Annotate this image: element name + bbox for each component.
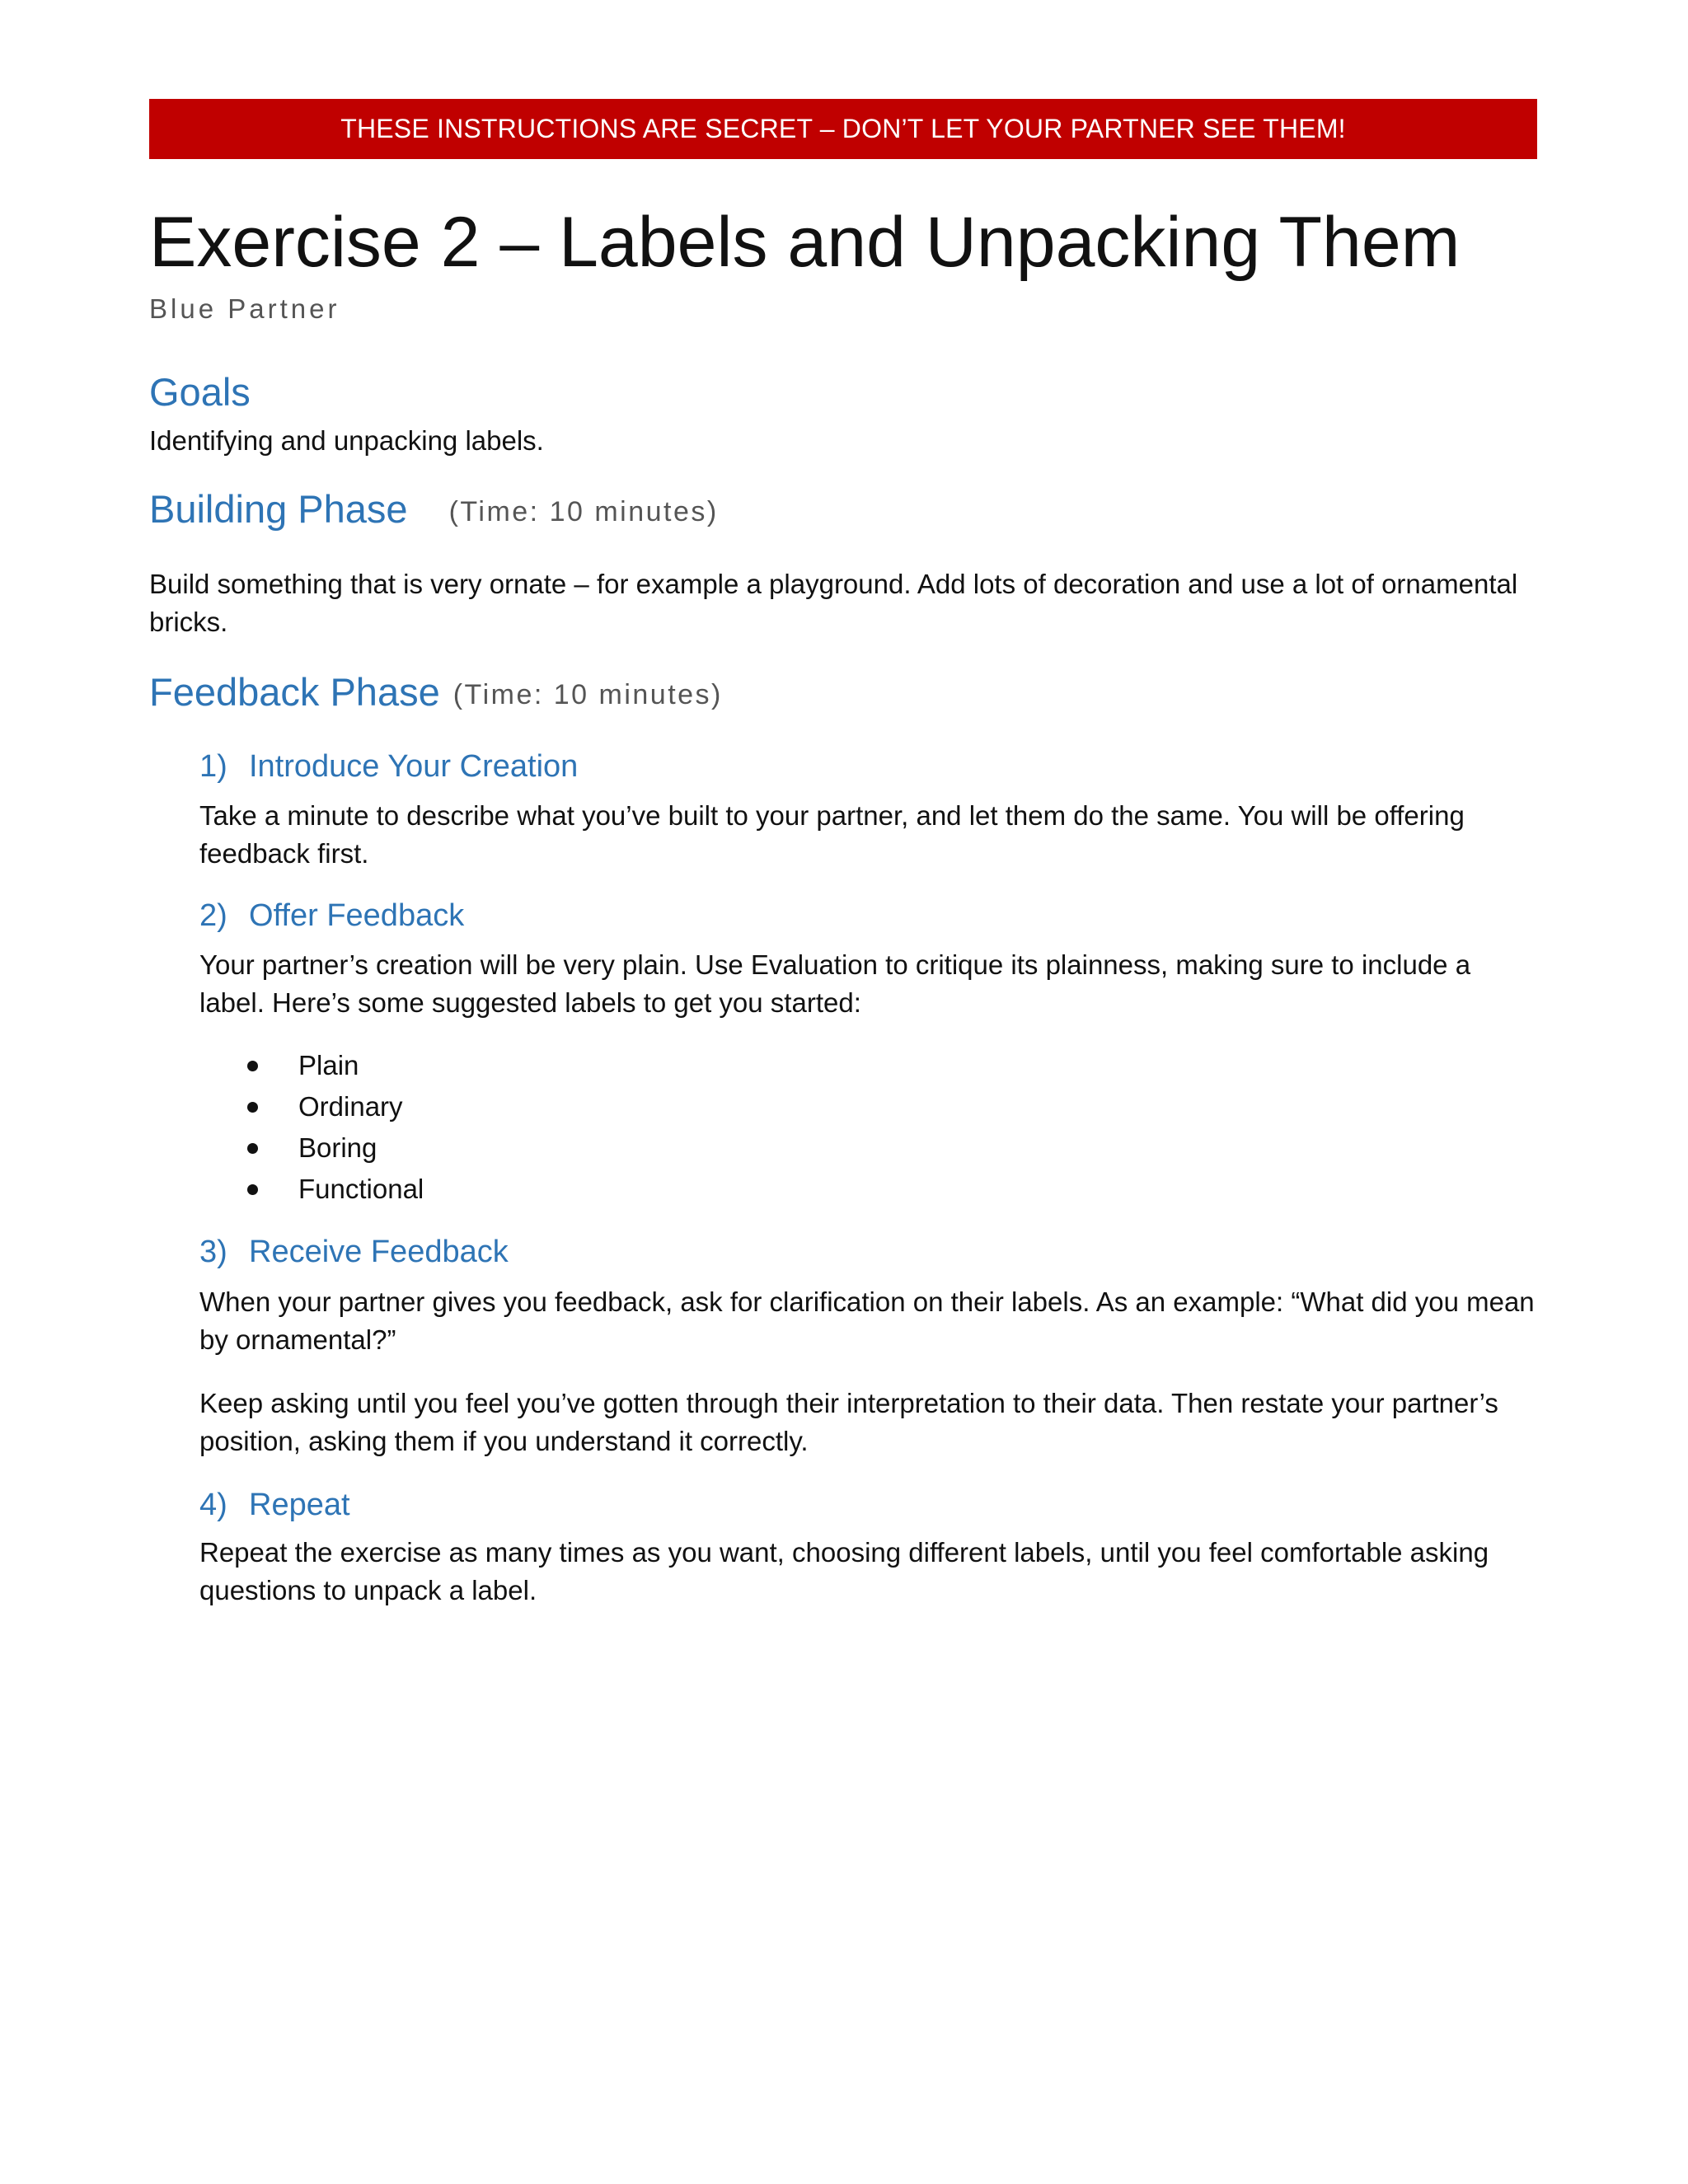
bullet-dot	[247, 1143, 258, 1154]
suggested-labels-list	[247, 1045, 424, 1210]
list-item	[247, 1045, 424, 1086]
list-item	[247, 1169, 424, 1210]
list-item	[247, 1086, 424, 1127]
page-subtitle: Blue Partner	[149, 293, 340, 324]
bullet-dot	[247, 1061, 258, 1071]
secret-banner	[149, 99, 1537, 159]
step-1-text: Take a minute to describe what you’ve built to your partner, and let them do the same. You will be offering feedback first.	[199, 800, 1465, 869]
goals-heading: Goals	[149, 370, 251, 414]
list-item-label: Plain	[298, 1050, 359, 1080]
feedback-phase-title: Feedback Phase	[149, 670, 440, 714]
feedback-phase-time: (Time: 10 minutes)	[452, 679, 723, 711]
bullet-dot	[247, 1102, 258, 1113]
building-phase-heading	[149, 486, 719, 532]
goals-text: Identifying and unpacking labels.	[149, 425, 544, 456]
list-item-label: Functional	[298, 1174, 424, 1204]
step-4-text: Repeat the exercise as many times as you want, choosing different labels, until you feel comfortable asking questions to unpack a label.	[199, 1537, 1489, 1605]
step-4-number: 4)	[199, 1488, 227, 1522]
step-2-text: Your partner’s creation will be very plain. Use Evaluation to critique its plainness, making sure to include a label. Here’s some suggested labels to get you started:	[199, 949, 1471, 1018]
step-4-heading	[199, 1487, 350, 1525]
list-item-label: Boring	[298, 1132, 377, 1163]
building-phase-time: (Time: 10 minutes)	[448, 496, 719, 528]
banner-text: THESE INSTRUCTIONS ARE SECRET – DON’T LET YOUR PARTNER SEE THEM!	[340, 114, 1346, 143]
feedback-phase-heading	[149, 669, 723, 715]
step-3-title: Receive Feedback	[249, 1235, 509, 1269]
step-3-text: When your partner gives you feedback, ask for clarification on their labels. As an example: “What did you mean by ornamental?”	[199, 1286, 1535, 1355]
step-3-text-2: Keep asking until you feel you’ve gotten through their interpretation to their data. Then restate your partner’s position, asking them if you understand it correctly.	[199, 1388, 1498, 1456]
step-4-title: Repeat	[249, 1488, 350, 1522]
list-item-label: Ordinary	[298, 1091, 403, 1122]
list-item	[247, 1127, 424, 1169]
step-1-title: Introduce Your Creation	[249, 749, 579, 784]
step-3-heading	[199, 1234, 509, 1272]
step-3-number: 3)	[199, 1235, 227, 1269]
step-1-number: 1)	[199, 749, 227, 784]
bullet-dot	[247, 1184, 258, 1195]
building-phase-title: Building Phase	[149, 487, 408, 531]
step-2-heading	[199, 898, 464, 935]
page-title: Exercise 2 – Labels and Unpacking Them	[149, 203, 1461, 282]
step-2-number: 2)	[199, 898, 227, 933]
building-phase-text: Build something that is very ornate – for example a playground. Add lots of decoration and use a lot of ornamental bricks.	[149, 569, 1518, 637]
step-2-title: Offer Feedback	[249, 898, 465, 933]
step-1-heading	[199, 748, 578, 786]
